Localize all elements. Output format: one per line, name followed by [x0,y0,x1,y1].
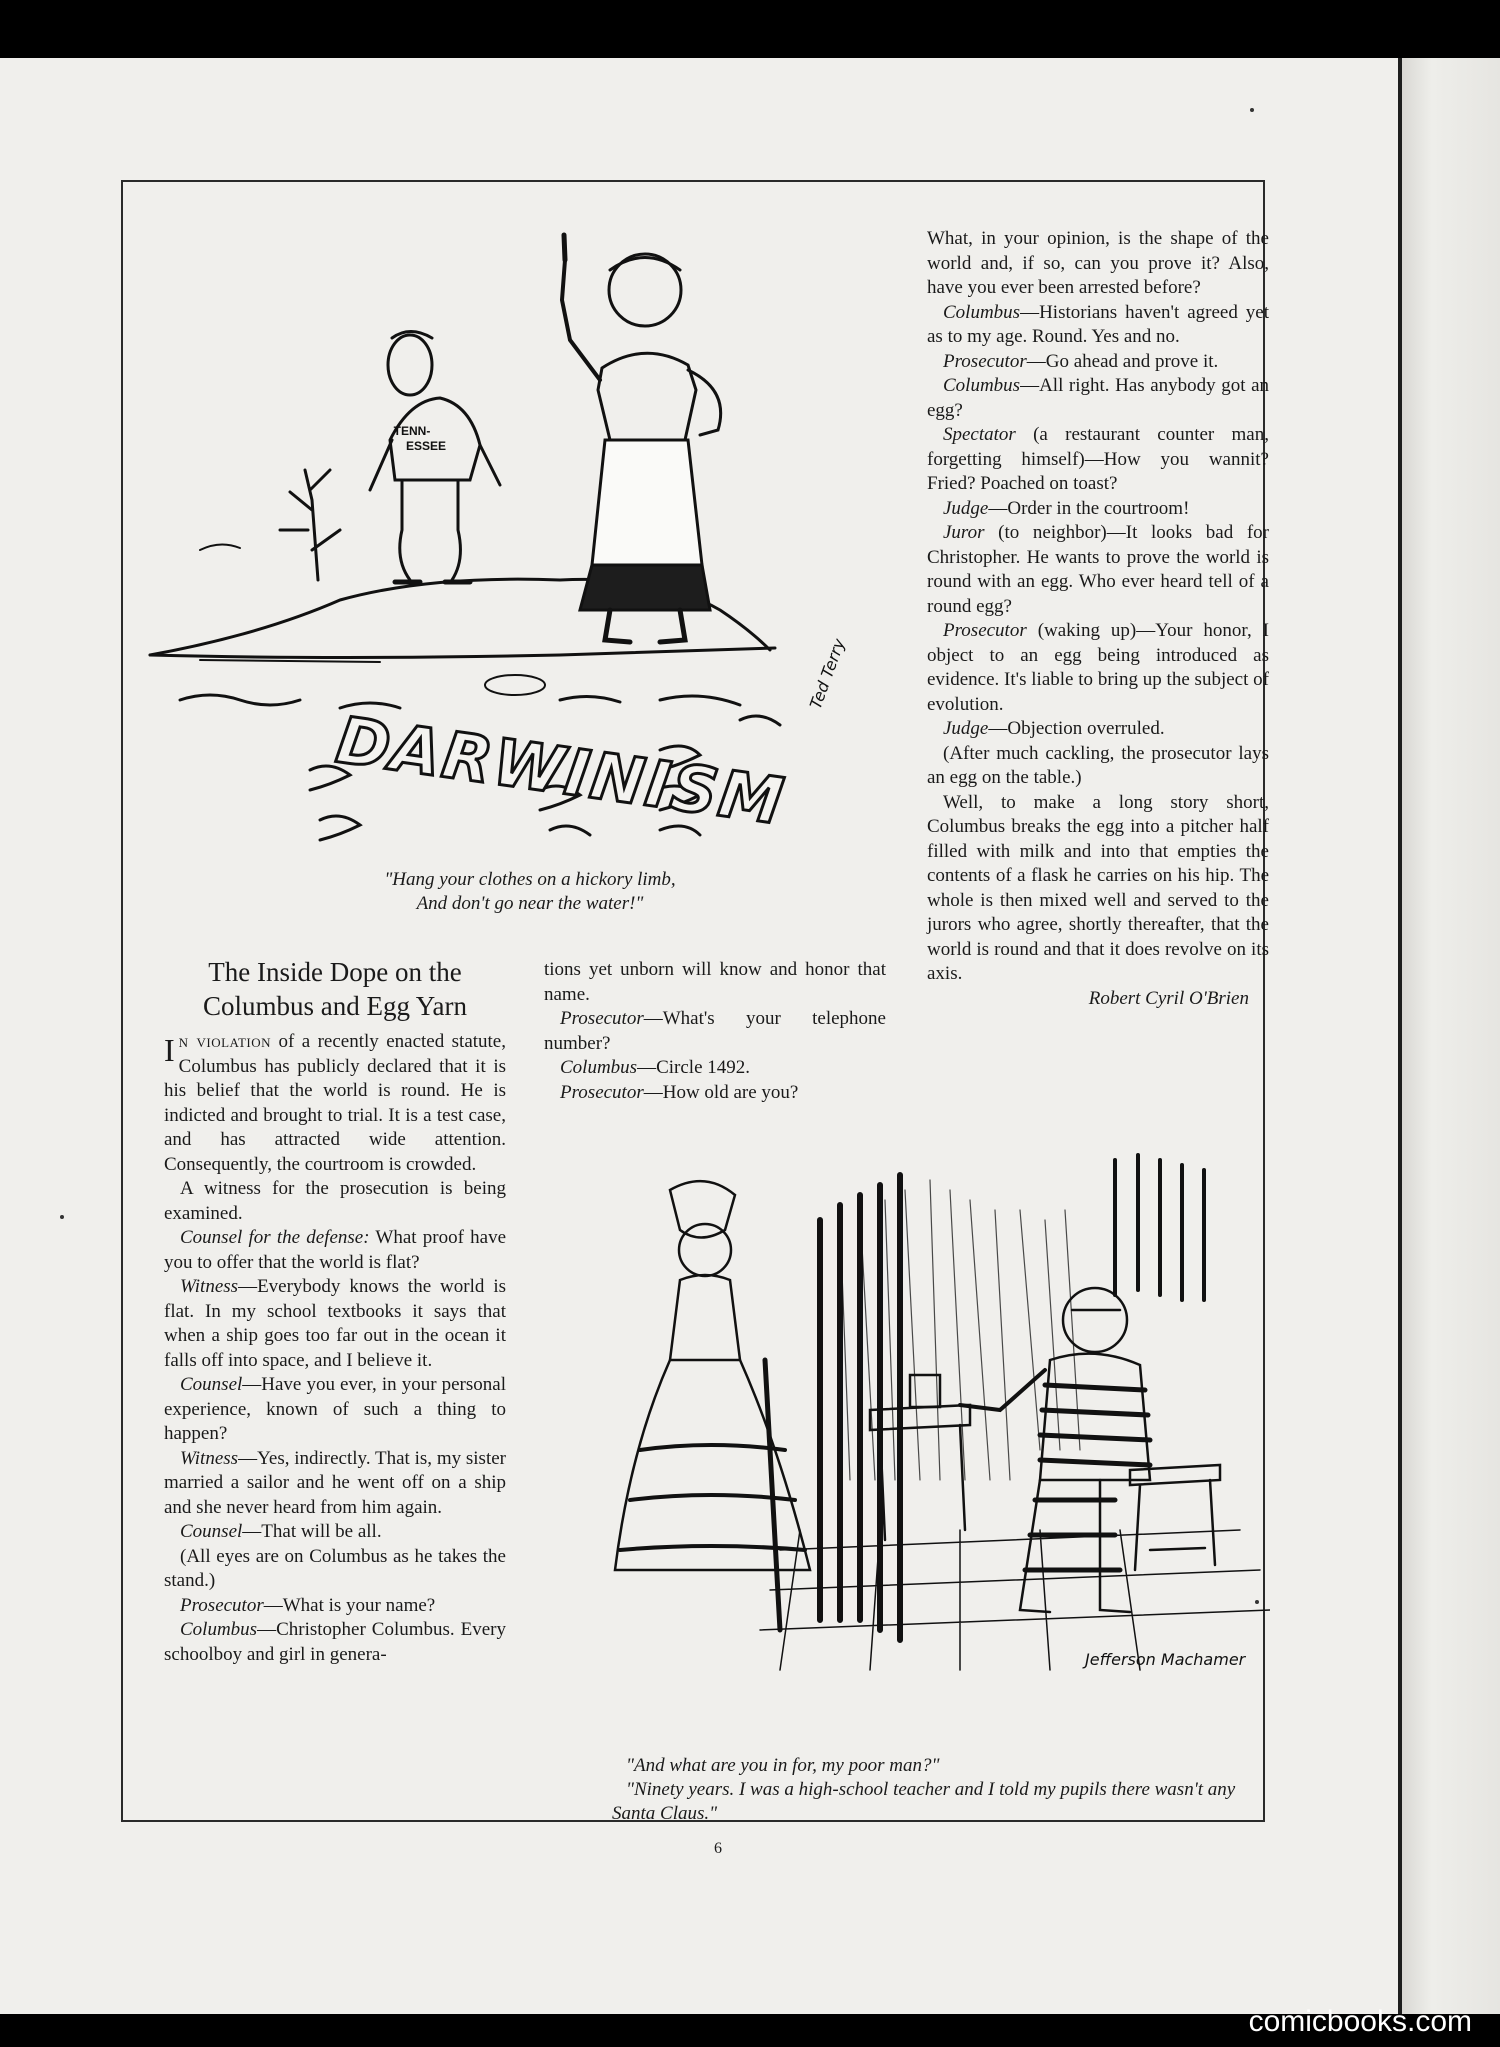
article-paragraph [164,1275,506,1373]
article-paragraph [164,1594,506,1619]
article-paragraph [927,497,1269,522]
prison-caption-line1: "And what are you in for, my poor man?" [626,1755,940,1776]
speaker-label: Prosecutor [560,1081,644,1103]
paragraph-text: What, in your opinion, is the shape of the world and, if so, can you prove it? Also, have you ever been arrested before? [927,228,1269,298]
article-paragraph [927,301,1269,350]
speaker-label: Juror [943,522,985,543]
paragraph-text: —What is your name? [263,1594,436,1616]
paragraph-text: (a restaurant counter man, forgetting himself)—How you wannit? Fried? Poached on toast? [927,424,1269,494]
facing-page-edge [1402,58,1500,2014]
paragraph-text: —Historians haven't agreed yet as to my age. Round. Yes and no. [927,301,1269,347]
speaker-label: Counsel [180,1521,243,1542]
darwinism-cartoon [140,230,920,870]
speaker-label: Columbus [943,301,1021,323]
article-paragraph [927,374,1269,423]
shirt-text-line2: ESSEE [405,439,447,453]
speck [1255,1600,1259,1604]
speaker-label: Counsel [180,1374,243,1395]
paragraph-text: —That will be all. [242,1521,382,1542]
lead-text: of a recently enacted statute, Columbus has publicly declared that it is his belief that the world is round. He is indicted and brought to trial. It is a test case, and has attracted wide attention. Consequently, the courtroom is crowded. [164,1031,506,1175]
darwinism-caption-line1: "Hang your clothes on a hickory limb, [384,869,676,890]
article-column-2 [544,958,886,1105]
article-paragraph [927,619,1269,717]
speaker-label: Prosecutor [560,1008,644,1029]
article-column-3 [927,227,1269,1011]
paragraph-text: —Have you ever, in your personal experience, known of such a thing to happen? [164,1374,506,1444]
speck [1250,108,1254,112]
paragraph-text: —Objection overruled. [988,718,1165,739]
article-paragraph [164,1545,506,1594]
speaker-label: Judge [943,718,989,739]
speaker-label: Prosecutor [943,620,1027,641]
article-paragraph [927,717,1269,742]
article-paragraph [927,423,1269,497]
article-paragraph [164,1373,506,1447]
prison-caption-line2: "Ninety years. I was a high-school teacher and I told my pupils there wasn't any Santa Claus." [612,1779,1236,1824]
article-paragraph [164,1177,506,1226]
watermark: comicbooks.com [1248,2005,1472,2038]
article-paragraph [164,1447,506,1521]
paragraph-text: —What's your telephone number? [544,1008,886,1054]
paragraph-text: —Christopher Columbus. Every schoolboy and girl in genera- [164,1619,506,1665]
paragraph-text: —Everybody knows the world is flat. In my school textbooks it says that when a ship goes too far out in the ocean it falls off into space, and I believe it. [164,1276,506,1371]
shirt-text-line1: TENN- [393,424,431,438]
column-2-body [544,958,886,1105]
machamer-signature: Jefferson Machamer [1085,1650,1246,1669]
terry-signature: Ted Terry [805,636,849,712]
article-paragraph [927,521,1269,619]
paragraph-text: tions yet unborn will know and honor that name. [544,959,886,1005]
speaker-label: Columbus [943,375,1021,396]
article-paragraph [927,791,1269,987]
page-number: 6 [714,1840,722,1857]
article-paragraph [164,1618,506,1667]
speaker-label: Witness [180,1447,239,1469]
article-paragraph [927,350,1269,375]
speaker-label: Counsel for the defense: [180,1227,370,1248]
prison-cartoon [540,1150,1270,1690]
paragraph-text: (All eyes are on Columbus as he takes the stand.) [164,1545,506,1591]
speck [60,1215,64,1219]
paragraph-text: —Order in the courtroom! [988,497,1190,519]
speaker-label: Prosecutor [943,350,1027,372]
article-paragraph [544,958,886,1007]
paragraph-text: What proof have you to offer that the world is flat? [164,1227,507,1273]
paragraph-text: Well, to make a long story short, Columbus breaks the egg into a pitcher half filled with milk and into that empties the contents of a flask he carries on his hip. The whole is then mixed well and served to the jurors who agree, shortly thereafter, that the world is round and that it does revolve on its axis. [927,791,1269,984]
column-1-body [164,1177,506,1667]
column-3-body [927,227,1269,987]
article-paragraph [544,1056,886,1081]
paragraph-text: (After much cackling, the prosecutor lays an egg on the table.) [927,742,1269,788]
paragraph-text: —Circle 1492. [637,1057,751,1078]
lead-smallcaps: n violation [178,1031,272,1052]
darwinism-caption [320,868,740,916]
article-paragraph [544,1081,886,1106]
article-paragraph [164,1520,506,1545]
article-paragraph [544,1007,886,1056]
paragraph-text: —How old are you? [643,1081,799,1103]
article-paragraph [927,742,1269,791]
prison-caption [612,1754,1252,1826]
paragraph-text: (to neighbor)—It looks bad for Christopher. He wants to prove the world is round with an egg. Who ever heard tell of a round egg? [927,522,1269,617]
article-column-1 [164,1030,506,1667]
speaker-label: Prosecutor [180,1594,264,1616]
paragraph-text: —All right. Has anybody got an egg? [927,375,1269,421]
article-headline: The Inside Dope on the Columbus and Egg Yarn [202,957,467,1021]
paragraph-text: A witness for the prosecution is being examined. [164,1178,506,1224]
article-paragraph [164,1226,506,1275]
drop-cap: I [164,1032,175,1068]
paragraph-text: —Go ahead and prove it. [1026,350,1219,372]
speaker-label: Judge [943,497,989,519]
paragraph-text: (waking up)—Your honor, I object to an egg being introduced as evidence. It's liable to bring up the subject of evolution. [927,620,1269,715]
byline: Robert Cyril O'Brien [1088,987,1249,1009]
paragraph-text: —Yes, indirectly. That is, my sister married a sailor and he went off on a ship and she never heard from him again. [164,1447,506,1518]
speaker-label: Columbus [560,1057,638,1078]
speaker-label: Columbus [180,1619,258,1640]
article-lead-paragraph [164,1030,506,1177]
speaker-label: Spectator [943,424,1016,445]
article-paragraph [927,227,1269,301]
darwinism-label: DARWINISM [331,703,790,840]
darwinism-caption-line2: And don't go near the water!" [416,893,644,914]
speaker-label: Witness [180,1276,239,1297]
